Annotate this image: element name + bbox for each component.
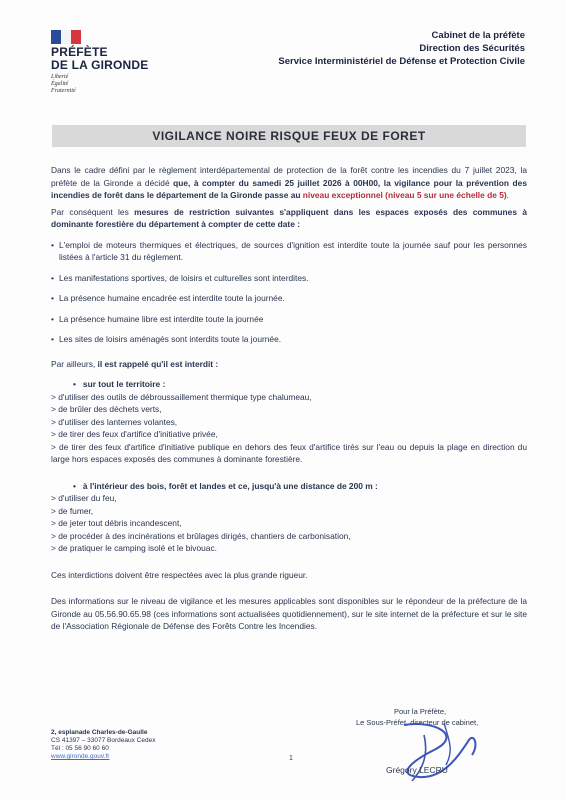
signature-line1: Pour la Préfète, bbox=[394, 707, 447, 716]
footer-phone: Tél : 05 56 90 60 60 bbox=[51, 745, 109, 752]
rigor-paragraph: Ces interdictions doivent être respectées avec la plus grande rigueur. bbox=[51, 569, 308, 580]
territory-item: > d'utiliser des lanternes volantes, bbox=[51, 416, 178, 427]
restriction-text: Les sites de loisirs aménagés sont interdits toute la journée. bbox=[59, 334, 282, 344]
woods-item: > de fumer, bbox=[51, 505, 94, 516]
service-line-cabinet: Cabinet de la préfète bbox=[431, 30, 525, 41]
footer-street: 2, esplanade Charles-de-Gaulle bbox=[51, 729, 148, 736]
footer-address bbox=[51, 729, 155, 761]
restriction-text: Les manifestations sportives, de loisirs et culturelles sont interdites. bbox=[59, 272, 309, 283]
territory-item: > de brûler des déchets verts, bbox=[51, 404, 162, 414]
signature-block bbox=[356, 707, 536, 787]
consequence-bold: mesures de restriction suivantes s'appliquent dans les espaces exposés des communes à dominante forestière du département à compter de cette date : bbox=[51, 206, 527, 229]
reminder-text: Par ailleurs, bbox=[51, 358, 98, 369]
intro-text: Dans le cadre défini par le règlement interdépartemental de protection de la forêt contre les incendies du 7 juillet 2023, la préfète de la Gironde a décidé bbox=[51, 165, 527, 188]
motto-fraternite: Fraternité bbox=[51, 88, 76, 94]
reminder-bold: il est rappelé qu'il est interdit : bbox=[97, 358, 219, 369]
reminder-paragraph bbox=[51, 358, 527, 371]
service-line-direction: Direction des Sécurités bbox=[419, 43, 525, 54]
document-body bbox=[51, 164, 527, 633]
woods-item: > de pratiquer le camping isolé et le bivouac. bbox=[51, 543, 217, 553]
restriction-text: La présence humaine encadrée est interdite toute la journée. bbox=[59, 293, 285, 303]
document-title: VIGILANCE NOIRE RISQUE FEUX DE FORET bbox=[52, 125, 526, 147]
woods-item: > d'utiliser du feu, bbox=[51, 493, 117, 503]
intro-bold: que, à compter du samedi 25 juillet 2026 à 00H00, la vigilance pour la prévention des incendies de forêt dans le département de la Gironde passe au bbox=[51, 177, 527, 200]
consequence-paragraph bbox=[51, 206, 527, 231]
woods-item: > de procéder à des incinérations et brûlages dirigés, chantiers de carbonisation, bbox=[51, 530, 351, 541]
restriction-item: • L'emploi de moteurs thermiques et électriques, de sources d'ignition est interdite toute la journée sauf pour les personnes listées à l'article 31 du règlement. bbox=[51, 239, 527, 262]
restriction-text: La présence humaine libre est interdite toute la journée bbox=[59, 313, 264, 324]
service-line-sidpc: Service Interministériel de Défense et Protection Civile bbox=[278, 56, 525, 67]
territory-heading-text: sur tout le territoire : bbox=[82, 379, 166, 389]
service-header bbox=[278, 29, 525, 68]
woods-list bbox=[51, 492, 527, 555]
motto-liberte: Liberté bbox=[51, 74, 69, 80]
restriction-text: L'emploi de moteurs thermiques et électriques, de sources d'ignition est interdite toute la journée sauf pour les personnes listées à l'article 31 du règlement. bbox=[59, 239, 527, 262]
woods-heading-text: à l'intérieur des bois, forêt et landes et ce, jusqu'à une distance de 200 m : bbox=[82, 480, 378, 491]
intro-level: niveau exceptionnel (niveau 5 sur une échelle de 5) bbox=[302, 190, 507, 200]
intro-paragraph bbox=[51, 164, 527, 202]
territory-list bbox=[51, 391, 527, 466]
territory-heading: • sur tout le territoire : bbox=[73, 379, 166, 389]
signatory-name: Grégory LECRU bbox=[386, 765, 448, 775]
woods-item: > de jeter tout débris incandescent, bbox=[51, 518, 182, 528]
signature-line2: Le Sous-Préfet, directeur de cabinet, bbox=[356, 718, 479, 727]
prefecture-name: PRÉFÈTE DE LA GIRONDE bbox=[51, 45, 149, 72]
republic-motto bbox=[51, 74, 76, 95]
info-paragraph: Des informations sur le niveau de vigilance et les mesures applicables sont disponibles sur le répondeur de la préfecture de la Gironde au 05.56.90.65.98 (ces informations sont actualisées quotidiennement), sur le site internet de la préfecture et sur le site de l'Association Régionale de Défense des Forêts Contre les Incendies. bbox=[51, 596, 527, 631]
motto-egalite: Égalité bbox=[51, 81, 69, 87]
page-number: 1 bbox=[289, 755, 293, 762]
restriction-item: • Les manifestations sportives, de loisirs et culturelles sont interdites. bbox=[51, 272, 309, 283]
marianne-flag-logo bbox=[51, 30, 81, 44]
restriction-item: • La présence humaine encadrée est interdite toute la journée. bbox=[51, 293, 285, 303]
footer-website-link[interactable]: www.gironde.gouv.fr bbox=[51, 753, 110, 760]
intro-end: . bbox=[506, 190, 509, 200]
footer-city: CS 41397 – 33077 Bordeaux Cedex bbox=[51, 737, 156, 744]
territory-item: > de tirer des feux d'artifice d'initiative privée, bbox=[51, 429, 218, 439]
territory-section bbox=[51, 378, 527, 466]
woods-section bbox=[51, 480, 527, 555]
restriction-item: • Les sites de loisirs aménagés sont interdits toute la journée. bbox=[51, 334, 282, 344]
territory-item: > d'utiliser des outils de débroussaillement thermique type chalumeau, bbox=[51, 391, 312, 402]
woods-heading: • à l'intérieur des bois, forêt et landes et ce, jusqu'à une distance de 200 m : bbox=[73, 480, 378, 491]
restriction-item: • La présence humaine libre est interdite toute la journée bbox=[51, 313, 264, 324]
consequence-text: Par conséquent les bbox=[51, 206, 135, 217]
territory-item: > de tirer des feux d'artifice d'initiative publique en dehors des feux d'artifice tirés sur l'eau ou depuis la plage en direction du large hors espaces exposés des communes à dominante forestière. bbox=[51, 441, 527, 464]
